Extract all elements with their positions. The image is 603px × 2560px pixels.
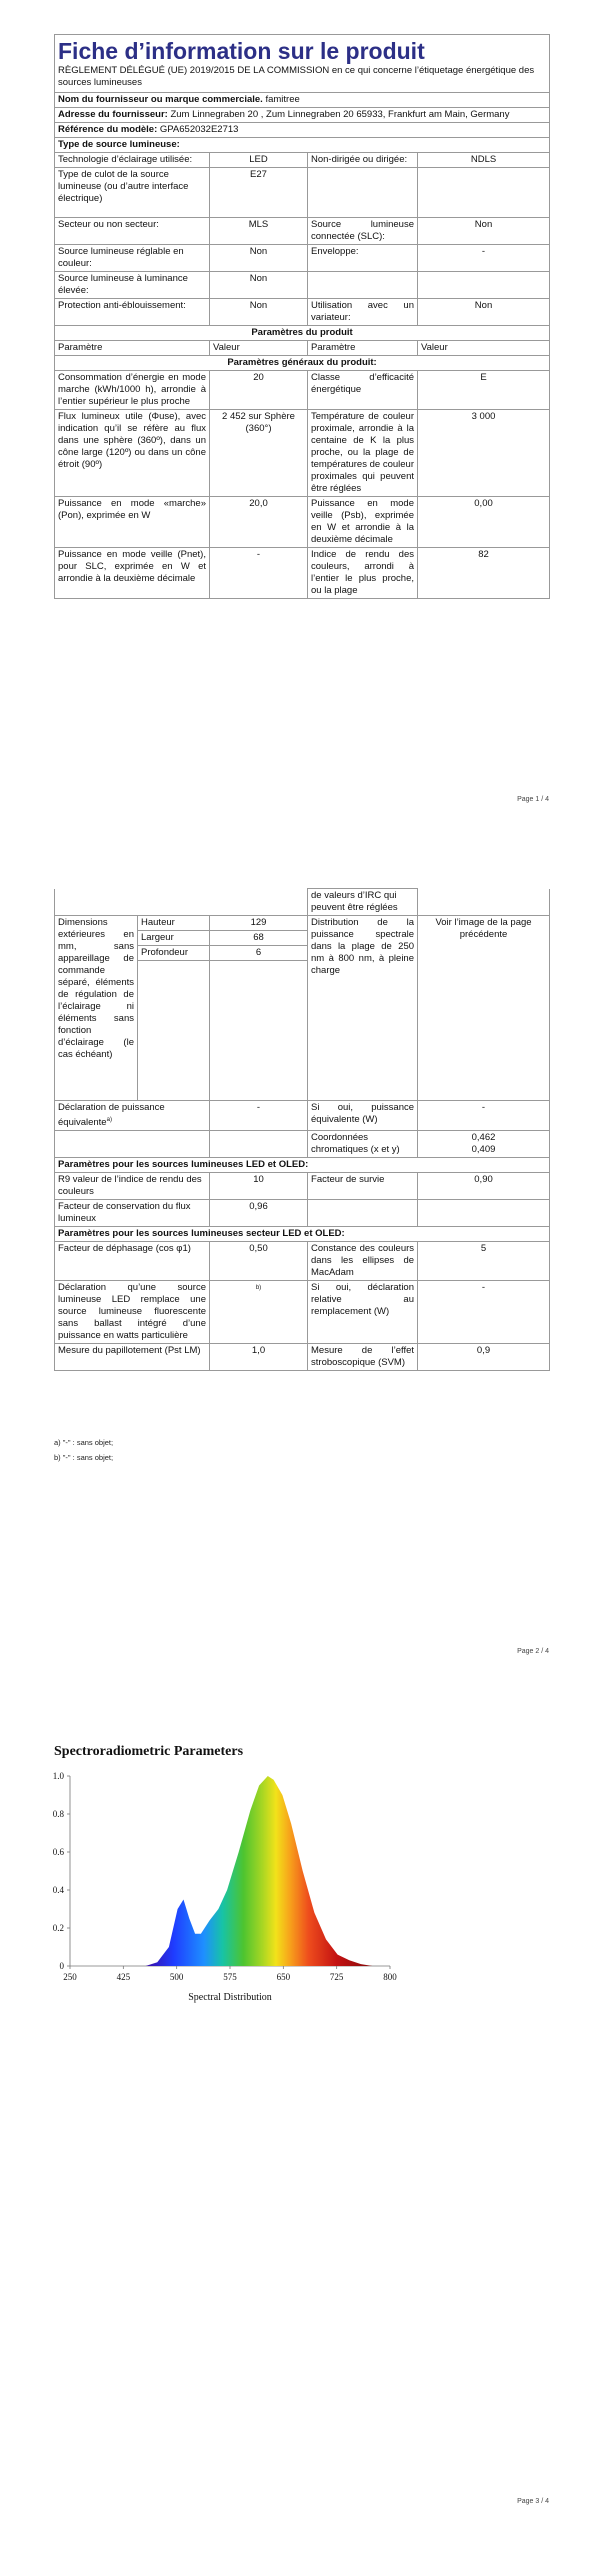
- cell-label: Facteur de conservation du flux lumineux: [55, 1200, 210, 1227]
- model-ref-value: GPA652032E2713: [159, 124, 239, 135]
- table-row: [55, 1344, 550, 1371]
- spectrum-area: [146, 1776, 379, 1966]
- cell-value: 0,90: [418, 1173, 550, 1200]
- cell-empty: [308, 1200, 418, 1227]
- cell-label: Flux lumineux utile (Φuse), avec indication qu’il se réfère au flux dans une sphère (360º), dans un cône large (120º) ou dans un cône étroit (90º): [55, 410, 210, 497]
- spectral-chart: [0, 1766, 603, 2026]
- cell-label: Puissance en mode veille (Psb), exprimée en W et arrondie à la deuxième décimale: [308, 497, 418, 548]
- cell-value: 0,50: [210, 1242, 308, 1281]
- cell-label: Si oui, puissance équivalente (W): [308, 1101, 418, 1131]
- spectral-label: Distribution de la puissance spectrale dans la plage de 250 nm à 800 nm, à pleine charge: [308, 916, 418, 1101]
- page-number: Page 1 / 4: [517, 796, 549, 803]
- cell-value: 3 000: [418, 410, 550, 497]
- cell-empty: [210, 961, 308, 1101]
- cell-label: Secteur ou non secteur:: [55, 218, 210, 245]
- table-row: [55, 272, 550, 299]
- equiv-label: Déclaration de puissance équivalente: [58, 1102, 165, 1129]
- cell-value: 0,9: [418, 1344, 550, 1371]
- cell-empty: [210, 1131, 308, 1158]
- document-title: Fiche d’information sur le produit: [58, 38, 425, 64]
- cell-value: 0,96: [210, 1200, 308, 1227]
- table-row: [55, 1281, 550, 1344]
- cell-empty: [418, 272, 550, 299]
- y-tick-label: 0.2: [52, 1923, 64, 1933]
- dim-name: Largeur: [138, 931, 210, 946]
- cell-value: E: [418, 371, 550, 410]
- footnote-b: b) "-" : sans objet;: [54, 1453, 114, 1462]
- x-tick-label: 575: [223, 1972, 237, 1982]
- cell-value: Non: [210, 245, 308, 272]
- dim-value: 68: [210, 931, 308, 946]
- dim-value: 6: [210, 946, 308, 961]
- cell-value: 0,00: [418, 497, 550, 548]
- supplier-name-row: [55, 93, 550, 108]
- supplier-name-label: Nom du fournisseur ou marque commerciale.: [58, 94, 263, 105]
- table-row: [55, 548, 550, 599]
- cell-value: E27: [210, 168, 308, 218]
- table-row: [55, 916, 550, 931]
- cell-label: Type de culot de la source lumineuse (ou d’autre interface électrique): [55, 168, 210, 218]
- cell-value: NDLS: [418, 153, 550, 168]
- page-number: Page 3 / 4: [517, 2498, 549, 2505]
- table-row: [55, 1173, 550, 1200]
- x-tick-label: 425: [116, 1972, 131, 1982]
- y-tick-label: 0.8: [52, 1809, 64, 1819]
- table-row: [55, 410, 550, 497]
- table-row: [55, 497, 550, 548]
- table-row: [55, 153, 550, 168]
- dim-name: Profondeur: [138, 946, 210, 961]
- table-row: [55, 299, 550, 326]
- x-tick-label: 500: [169, 1972, 184, 1982]
- model-ref-row: [55, 123, 550, 138]
- cell-empty: [138, 961, 210, 1101]
- cell-label: Température de couleur proximale, arrondie à la centaine de K la plus proche, ou la plage de températures de couleur proximales qui peuvent être réglées: [308, 410, 418, 497]
- cell-value: -: [418, 1101, 550, 1131]
- cell-label: R9 valeur de l’indice de rendu des couleurs: [55, 1173, 210, 1200]
- x-tick-label: 250: [63, 1972, 77, 1982]
- cell-value: 5: [418, 1242, 550, 1281]
- source-type-heading: Type de source lumineuse:: [55, 138, 550, 153]
- page-3: [0, 1700, 603, 2560]
- x-tick-label: 800: [383, 1972, 397, 1982]
- chroma-x: 0,462: [471, 1132, 496, 1144]
- supplier-name-value: famitree: [265, 94, 300, 105]
- cell-empty: [418, 1200, 550, 1227]
- footnote-ref: a): [106, 1117, 112, 1123]
- cell-value: 10: [210, 1173, 308, 1200]
- y-tick-label: 1.0: [52, 1771, 64, 1781]
- page-number: Page 2 / 4: [517, 1648, 549, 1655]
- cell-label: Déclaration qu’une source lumineuse LED remplace une source lumineuse fluorescente sans ballast intégré d’une puissance en watts particulière: [55, 1281, 210, 1344]
- cell-empty: [418, 889, 550, 916]
- params-heading: Paramètres du produit: [55, 326, 550, 341]
- table-row: [55, 1242, 550, 1281]
- cell-value: LED: [210, 153, 308, 168]
- chart-title: Spectroradiometric Parameters: [54, 1744, 244, 1759]
- page-1: [0, 0, 603, 830]
- spectral-value: Voir l’image de la page précédente: [418, 916, 550, 1101]
- cell-empty: [418, 168, 550, 218]
- cell-value: Non: [418, 299, 550, 326]
- table-row: [55, 168, 550, 218]
- table-row: [55, 245, 550, 272]
- y-tick-label: 0: [59, 1961, 64, 1971]
- cell-label: Puissance en mode «marche» (Pon), exprimée en W: [55, 497, 210, 548]
- table-header-row: [55, 341, 550, 356]
- y-tick-label: 0.6: [52, 1847, 64, 1857]
- cell-value: MLS: [210, 218, 308, 245]
- table-row: [55, 218, 550, 245]
- cell-label: Si oui, déclaration relative au remplacement (W): [308, 1281, 418, 1344]
- cell-value: Non: [210, 299, 308, 326]
- product-info-table-continued: [54, 888, 550, 1371]
- table-row: [55, 1200, 550, 1227]
- cell-label: Source lumineuse connectée (SLC):: [308, 218, 418, 245]
- cell-label: Mesure de l’effet stroboscopique (SVM): [308, 1344, 418, 1371]
- led-params-heading: Paramètres pour les sources lumineuses LED et OLED:: [55, 1158, 550, 1173]
- column-header: Valeur: [210, 341, 308, 356]
- cell-value: Non: [210, 272, 308, 299]
- cell-value: 20: [210, 371, 308, 410]
- regulation-text: RÈGLEMENT DÉLÉGUÉ (UE) 2019/2015 DE LA COMMISSION en ce qui concerne l’étiquetage énergétique des sources lumineuses: [58, 65, 535, 88]
- cell-value: -: [418, 1281, 550, 1344]
- cell-label: Facteur de survie: [308, 1173, 418, 1200]
- cell-label: Mesure du papillotement (Pst LM): [55, 1344, 210, 1371]
- cell-label: Classe d’efficacité énergétique: [308, 371, 418, 410]
- cell-value: Non: [418, 218, 550, 245]
- cell-empty: [55, 1131, 210, 1158]
- cell-value: 2 452 sur Sphère (360°): [210, 410, 308, 497]
- cell-value: -: [210, 548, 308, 599]
- column-header: Paramètre: [308, 341, 418, 356]
- footnote-ref: b): [255, 1285, 262, 1292]
- column-header: Paramètre: [55, 341, 210, 356]
- cell-value: 82: [418, 548, 550, 599]
- cell-value: 20,0: [210, 497, 308, 548]
- supplier-address-row: [55, 108, 550, 123]
- cell-label: Constance des couleurs dans les ellipses de MacAdam: [308, 1242, 418, 1281]
- table-row: [55, 1131, 550, 1158]
- cell-label: Technologie d’éclairage utilisée:: [55, 153, 210, 168]
- cell-empty: [308, 168, 418, 218]
- y-tick-label: 0.4: [52, 1885, 64, 1895]
- cell-label: Puissance en mode veille (Pnet), pour SLC, exprimée en W et arrondie à la deuxième décimale: [55, 548, 210, 599]
- x-tick-label: 650: [276, 1972, 291, 1982]
- cell-label: Non-dirigée ou dirigée:: [308, 153, 418, 168]
- x-tick-label: 725: [329, 1972, 344, 1982]
- dim-name: Hauteur: [138, 916, 210, 931]
- table-row: [55, 889, 550, 916]
- dim-value: 129: [210, 916, 308, 931]
- cell-label: Indice de rendu des couleurs, arrondi à l’entier le plus proche, ou la plage: [308, 548, 418, 599]
- dimensions-label: Dimensions extérieures en mm, sans appareillage de commande séparé, éléments de régulation de l’éclairage ni éléments sans fonction d’éclairage (le cas échéant): [55, 916, 138, 1101]
- chroma-y: 0,409: [471, 1144, 496, 1156]
- table-row: [55, 371, 550, 410]
- mains-params-heading: Paramètres pour les sources lumineuses secteur LED et OLED:: [55, 1227, 550, 1242]
- x-axis-label: Spectral Distribution: [188, 1992, 272, 2003]
- cell-value: -: [418, 245, 550, 272]
- cell-label: Enveloppe:: [308, 245, 418, 272]
- model-ref-label: Référence du modèle:: [58, 124, 158, 135]
- column-header: Valeur: [418, 341, 550, 356]
- cell-label: Coordonnées chromatiques (x et y): [308, 1131, 418, 1158]
- table-row: [55, 1101, 550, 1131]
- product-info-table: [54, 34, 550, 599]
- supplier-address-value: Zum Linnegraben 20 , Zum Linnegraben 20 65933, Frankfurt am Main, Germany: [170, 109, 510, 120]
- cell-label: de valeurs d’IRC qui peuvent être réglées: [308, 889, 418, 916]
- page-2: [0, 880, 603, 1660]
- cell-value: -: [210, 1101, 308, 1131]
- general-params-heading: Paramètres généraux du produit:: [55, 356, 550, 371]
- cell-label: Protection anti-éblouissement:: [55, 299, 210, 326]
- cell-empty: [55, 889, 308, 916]
- cell-value: 1,0: [210, 1344, 308, 1371]
- cell-label: Source lumineuse à luminance élevée:: [55, 272, 210, 299]
- cell-label: Facteur de déphasage (cos φ1): [55, 1242, 210, 1281]
- cell-label: Consommation d’énergie en mode marche (kWh/1000 h), arrondie à l’entier supérieur le plus proche: [55, 371, 210, 410]
- cell-empty: [308, 272, 418, 299]
- footnote-a: a) "-" : sans objet;: [54, 1438, 114, 1447]
- cell-label: Utilisation avec un variateur:: [308, 299, 418, 326]
- supplier-address-label: Adresse du fournisseur:: [58, 109, 168, 120]
- cell-label: Source lumineuse réglable en couleur:: [55, 245, 210, 272]
